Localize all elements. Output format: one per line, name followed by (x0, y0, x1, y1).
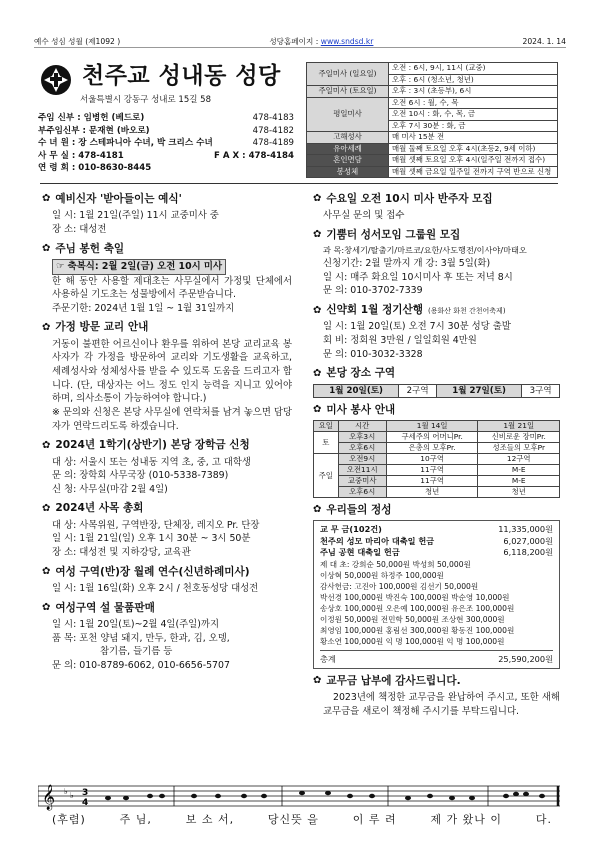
flower-icon: ✿ (313, 404, 322, 416)
notice-presentation: ✿ 주님 봉헌 축일 ☞ 축복식: 2월 2일(금) 오전 10시 미사 한 해 동안 사용할 제대초는 사무실에서 가정및 단체에서 사용하실 기도초는 성물방에서 주문받습니다. 주문기한: 2024년 1월 1일 ~ 1월 31일까지 (42, 242, 292, 314)
svg-text:4: 4 (82, 798, 89, 808)
notice-hiking: ✿ 신약회 1월 정기산행 (용화산 화천 간천어축제) 일 시: 1월 20일(토) 오전 7시 30분 성당 출발 회 비: 정회원 3만원 / 일일회원 4만원 문 의: 010-3032-3328 (313, 304, 511, 360)
flower-icon: ✿ (313, 304, 322, 316)
staff-directory: 주임 신부 : 임병헌 (베드로) 478-4183 부주임신부 : 문재현 (바오로) 478-4182 수 녀 원 : 장 스테파니아 수녀, 박 크리스 수녀 478-4189 사 무 실 : 478-4181 F A X : 478-4184 연 령 회 : 010-8630-8445 (38, 113, 294, 173)
notice-scholarship: ✿ 2024년 1학기(상반기) 본당 장학금 신청 대 상: 서울시 또는 성내동 지역 초, 중, 고 대학생 문 의: 장학회 사무국장 (010-5338-7389) 신 청: 사무실(마감 2월 4일) (42, 439, 251, 495)
notice-cleaning-district: ✿ 본당 장소 구역 1월 20일(토) 2구역 1월 27일(토) 3구역 (313, 366, 560, 397)
music-staff (38, 782, 560, 838)
offering-box: 교 무 금(102건) 11,335,000원 천주의 성모 마리아 대축일 헌금 6,027,000원 주님 공현 대축일 헌금 6,118,200원 제 대 초: 강희순 50,000원 박성희 50,000원 이상혁 50,000원 하정주 100,000원 감사헌금: 고진아 100,000원 김선기 50,000원 박선경 100,000원 박진숙 100,000원 박순영 10,000원 송상호 100,000원 오은예 100,000원 유은조 100,000원 이정원 50,000원 전민학 50,000원 조상현 300,000원 최영임 100,000원 홍림선 300,000원 황동진 100,000원 황소연 100,000원 익 명 100,000원 익 명 100,000원 총계 25,590,200원 (313, 520, 560, 669)
hymn-lyrics: (후렴) 주 님, 보 소 서, 당신뜻 을 이 루 려 제 가 왔나 이 다. (52, 813, 552, 826)
notice-bible-group: ✿ 기뿜터 성서모임 그룹원 모집 과 목:창세기/탈출기/마르코/요한/사도행전/이사야/마태오 신청기간: 2월 말까지 개 강: 3월 5일(화) 일 시: 매주 화요일 10시미사 후 또는 저녁 8시 문 의: 010-3702-7339 (313, 228, 527, 297)
flower-icon: ✿ (42, 321, 51, 333)
flower-icon: ✿ (42, 439, 51, 451)
flower-icon: ✿ (313, 193, 322, 205)
flower-icon: ✿ (313, 504, 322, 516)
flower-icon: ✿ (42, 566, 51, 578)
page-title: 천주교 성내동 성당 (82, 63, 281, 89)
flower-icon: ✿ (313, 367, 322, 379)
church-logo (40, 64, 72, 96)
notice-thanks: ✿ 교무금 납부에 감사드립니다. 2023년에 책정한 교무금을 완납하여 주시고, 또한 새해 교무금을 새로이 책정해 주시기를 부탁드립니다. (313, 674, 560, 717)
flower-icon: ✿ (42, 502, 51, 514)
notice-home-visit: ✿ 가정 방문 교리 안내 거동이 불편한 어르신이나 환우를 위하여 본당 교리교육 봉사자가 각 가정을 방문하여 교리와 기도생활을 교육하고, 세례성사와 성체성사를 받을 수 있도록 도움을 드리고자 합니다. (단, 대상자는 어느 정도 인지 능력을 지니고 있어야 하며, 의사소통이 가능하여야 합니다.) ※ 문의와 신청은 본당 사무실에 연락처를 남겨 놓으면 담당자가 연락드리도록 하겠습니다. (42, 321, 292, 432)
notice-women-training: ✿ 여성 구역(반)장 월례 연수(신년하례미사) 일 시: 1월 16일(화) 오후 2시 / 천호동성당 대성전 (42, 565, 259, 595)
notice-catechumen: ✿ 예비신자 '받아들이는 예식' 일 시: 1월 21일(주일) 11시 교중미사 중 장 소: 대성전 (42, 193, 219, 235)
flower-icon: ✿ (42, 602, 51, 614)
left-column (42, 190, 292, 678)
website-link[interactable]: www.sndsd.kr (320, 37, 374, 46)
notice-pastoral-meeting: ✿ 2024년 사목 총회 대 상: 사목위원, 구역반장, 단체장, 레지오 Pr. 단장 일 시: 1월 21일(일) 오후 1시 30분 ~ 3시 50분 장 소: 대성전 및 지하강당, 교육관 (42, 502, 260, 559)
mass-service-table: 요일 시간 1월 14일 1월 21일 토 오후3시 구세주의 어머니Pr. 신비로운 장미Pr. 오후6시 은총의 모후Pr. 성조들의 모후Pr 주일 오전9시 10구역 12구역 오전11시 11구역 M-E 교중미사 11구역 M-E 오후6시 청년 청년 (313, 420, 560, 498)
flower-icon: ✿ (42, 193, 51, 205)
issue-label: 예수 성심 성월 (제1092 ) (34, 37, 121, 46)
right-column (313, 190, 560, 724)
website: 성당홈페이지 : www.sndsd.kr (269, 37, 374, 46)
flower-icon: ✿ (313, 229, 322, 241)
flower-icon: ✿ (42, 243, 51, 255)
notice-accompanist: ✿ 수요일 오전 10시 미사 반주자 모집 사무실 문의 및 접수 (313, 193, 493, 222)
mass-schedule-table: 주일미사 (일요일) 오전 : 6시, 9시, 11시 (교중) 오후 : 6시 (청소년, 청년) 주일미사 (토요일) 오후 : 3시 (초등부), 6시 평일미사 오전 6시 : 월, 수, 목 오전 10시 : 화, 수, 목, 금 오후 7시 30분 : 화, 금 고해성사 매 미사 15분 전 유아세례 매월 둘째 토요일 오후 4시(초등2, 9세 이하) 혼인면담 매월 셋째 토요일 오후 4시(일주일 전까지 접수) 봉성체 매월 셋째 금요일 일주일 전까지 구역 반으로 신청 (306, 62, 558, 178)
top-bar (34, 36, 566, 48)
flower-icon: ✿ (313, 675, 322, 687)
notice-offerings: ✿ 우리들의 정성 교 무 금(102건) 11,335,000원 천주의 성모 마리아 대축일 헌금 6,027,000원 주님 공현 대축일 헌금 6,118,200원 제 대 초: 강희순 50,000원 박성희 50,000원 이상혁 50,000원 하정주 100,000원 감사헌금: 고진아 100,000원 김선기 50,000원 박선경 100,000원 박진숙 100,000원 박순영 10,000원 송상호 100,000원 오은예 100,000원 유은조 100,000원 이정원 50,000원 전민학 50,000원 조상현 300,000원 최영임 100,000원 홍림선 300,000원 황동진 100,000원 황소연 100,000원 익 명 100,000원 익 명 100,000원 총계 25,590,200원 (313, 503, 560, 669)
parish-address: 서울특별시 강동구 성내로 15길 58 (80, 95, 211, 105)
issue-date: 2024. 1. 14 (522, 37, 566, 46)
treble-clef-icon: 𝄞 (42, 785, 56, 810)
notice-mass-service: ✿ 미사 봉사 안내 요일 시간 1월 14일 1월 21일 토 오후3시 구세주의 어머니Pr. 신비로운 장미Pr. 오후6시 은총의 모후Pr. 성조들의 모후Pr 주일 오전9시 10구역 12구역 오전11시 11구역 M-E 교중미사 11구역 M-E 오후6시 청년 청년 (313, 403, 560, 498)
svg-text:♭: ♭ (64, 787, 68, 796)
svg-text:3: 3 (82, 788, 89, 798)
svg-text:♭: ♭ (70, 791, 74, 800)
header-divider (40, 183, 558, 184)
notice-product-sale: ✿ 여성구역 설 물품판매 일 시: 1월 20일(토)~2월 4일(주일)까지 품 목: 포천 양념 돼지, 만두, 한과, 김, 오뎅, 참기름, 들기름 등 문 의: 010-8789-6062, 010-6656-5707 (42, 601, 230, 671)
